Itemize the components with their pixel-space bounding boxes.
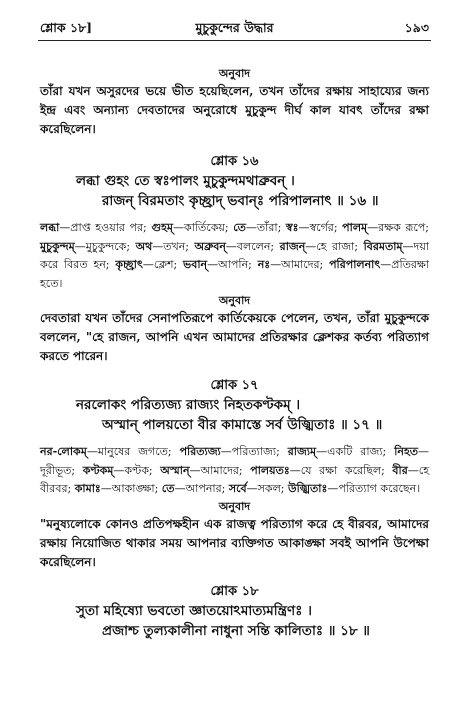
gloss-meaning: —কার্তিকেয়; [173,221,234,234]
gloss-meaning: —তখন; [152,239,195,253]
gloss-meaning: —আপনার; [174,482,229,495]
gloss-meaning: —স্বর্গের; [298,221,343,234]
gloss-meaning: —দয়া করে বিরত হন; [40,239,429,271]
page-body [40,66,429,641]
gloss-term: বিরমতাম্ [363,239,403,253]
gloss-term: পালম্ [342,221,368,234]
gloss-term: লব্ধা [40,221,60,234]
gloss-term: অস্মান্ [160,463,190,477]
gloss-meaning: —কণ্টক; [113,463,161,477]
sloka-18-line-1: সুতা মহিষ্যো ভবতো জ্ঞাতয়োঽমাত্যমন্ত্রিণঃ । [76,602,312,619]
gloss-term: পরিপালনাৎ [329,258,381,271]
gloss-term: সর্বে [228,482,247,495]
sloka-16-translation-label: অনুবাদ [218,294,251,307]
gloss-term: নর-লোকম্ [40,445,87,458]
gloss-meaning: —আপনি; [207,258,258,271]
gloss-term: রাজন্ [279,239,306,253]
gloss-term: কৃচ্ছ্রাৎ [115,258,143,271]
sloka-17-word-for-word [40,443,429,499]
sloka-18-line-2: প্রজাশ্চ তুল্যকালীনা নাধুনা সন্তি কালিতাঃ ॥ ১৮ ॥ [102,622,370,639]
page-header [40,20,429,40]
sloka-17-line-1: নরলোকং পরিত্যজ্য রাজ্যং নিহতকণ্টকম্ । [76,397,301,413]
gloss-meaning: —বললেন; [225,239,280,253]
sloka-16-line-2: রাজন্ বিরমতাং কৃচ্ছ্রাদ্ ভবান্ঃ পরিপালনাৎ ॥ ১৬ ॥ [102,193,379,209]
header-rule [38,40,431,41]
gloss-meaning: —প্রতিরক্ষা হতে। [40,258,430,290]
gloss-term: কামাঃ [74,482,101,495]
sloka-17-translation-label: অনুবাদ [218,499,251,513]
page-number: ১৯৩ [404,20,429,35]
gloss-meaning: —পরিত্যাগ করেছেন। [327,482,421,495]
gloss-meaning: —প্রাপ্ত হওয়ার পর; [59,221,152,234]
gloss-term: কণ্টকম্ [82,463,114,477]
sloka-18-title: শ্লোক ১৮ [210,583,259,599]
gloss-term: স্বঃ [285,221,299,234]
gloss-meaning: —মানুষের জগতে; [86,445,180,458]
sloka-16-translation: দেবতারা যখন তাঁদের সেনাপতিরূপে কার্তিকেয়কে পেলেন, তখন, তাঁরা মুচুকুন্দকে বললেন, "হে রাজন, আপনি এখন আমাদের প্রতিরক্ষার ক্লেশকর কর্তব্য পরিত্যাগ করতে পারেন। [40,311,429,363]
gloss-meaning: —মুচুকুন্দকে; [74,239,136,253]
sloka-16-word-for-word [40,219,429,293]
gloss-meaning: —ক্লেশ; [142,258,184,271]
sloka-16-line-1: লব্ধা গুহং তে স্বঃপালং মুচুকুন্দমথাব্রুবন্ । [76,173,295,189]
gloss-meaning: —আকাঙ্ক্ষা; [100,482,162,495]
gloss-meaning: —আমাদের; [189,463,251,477]
sloka-16-title: শ্লোক ১৬ [210,154,259,169]
gloss-meaning: —হে বীরবর; [40,463,429,495]
gloss-meaning: —আমাদের; [270,258,330,271]
gloss-term: উজ্ঝিতাঃ [288,482,328,495]
gloss-meaning: —সকল; [246,482,289,495]
gloss-meaning: —দূরীভূত; [40,445,429,477]
gloss-term: গুহম্ [151,221,174,234]
gloss-meaning: —তাঁরা; [245,221,286,234]
gloss-term: অব্রুবন্ [194,239,226,253]
gloss-meaning: —হে রাজা; [305,239,364,253]
gloss-meaning: —একটি রাজ্য; [316,445,395,458]
gloss-term: বীর [392,463,408,477]
gloss-term: পরিত্যজ্য [179,445,221,458]
sloka-17-title: শ্লোক ১৭ [210,378,259,393]
gloss-term: নিহত [394,445,418,458]
gloss-meaning: —পরিত্যাজ্য; [220,445,288,458]
gloss-term: পালয়তঃ [250,463,290,477]
gloss-meaning: —রক্ষক রূপে; [367,221,429,234]
sloka-17-translation: "মনুষ্যলোকে কোনও প্রতিপক্ষহীন এক রাজত্ব পরিত্যাগ করে হে বীরবর, আমাদের রক্ষায় নিয়োজিত থাকার সময় আপনার ব্যক্তিগত আকাঙ্ক্ষা সবই আপনি উপেক্ষা করেছিলেন। [40,516,429,569]
sloka-17-line-2: অস্মান্ পালয়তো বীর কামাস্তে সর্ব উজ্ঝিতাঃ ॥ ১৭ ॥ [102,417,383,433]
gloss-term: মুচুকুন্দম্ [40,239,75,253]
gloss-term: রাজ্যম্ [287,445,317,458]
header-verse-ref: শ্লোক ১৮] [40,20,93,35]
header-chapter-title: মুচুকুন্দের উদ্ধার [195,20,274,35]
gloss-term: তে [233,221,246,234]
gloss-term: নঃ [257,258,271,271]
gloss-term: ভবান্ [183,258,208,271]
gloss-term: অথ [135,239,153,253]
translation-label: অনুবাদ [218,67,251,80]
gloss-meaning: —যে রক্ষা করেছিল; [289,463,393,477]
gloss-term: তে [161,482,175,495]
translation-text: তাঁরা যখন অসুরদের ভয়ে ভীত হয়েছিলেন, তখন তাঁদের রক্ষায় সাহায্যের জন্য ইন্দ্র এবং অন্যান্য দেবতাদের অনুরোধে মুচুকুন্দ দীর্ঘ কাল যাবৎ তাঁদের রক্ষা করেছিলেন। [40,84,429,136]
